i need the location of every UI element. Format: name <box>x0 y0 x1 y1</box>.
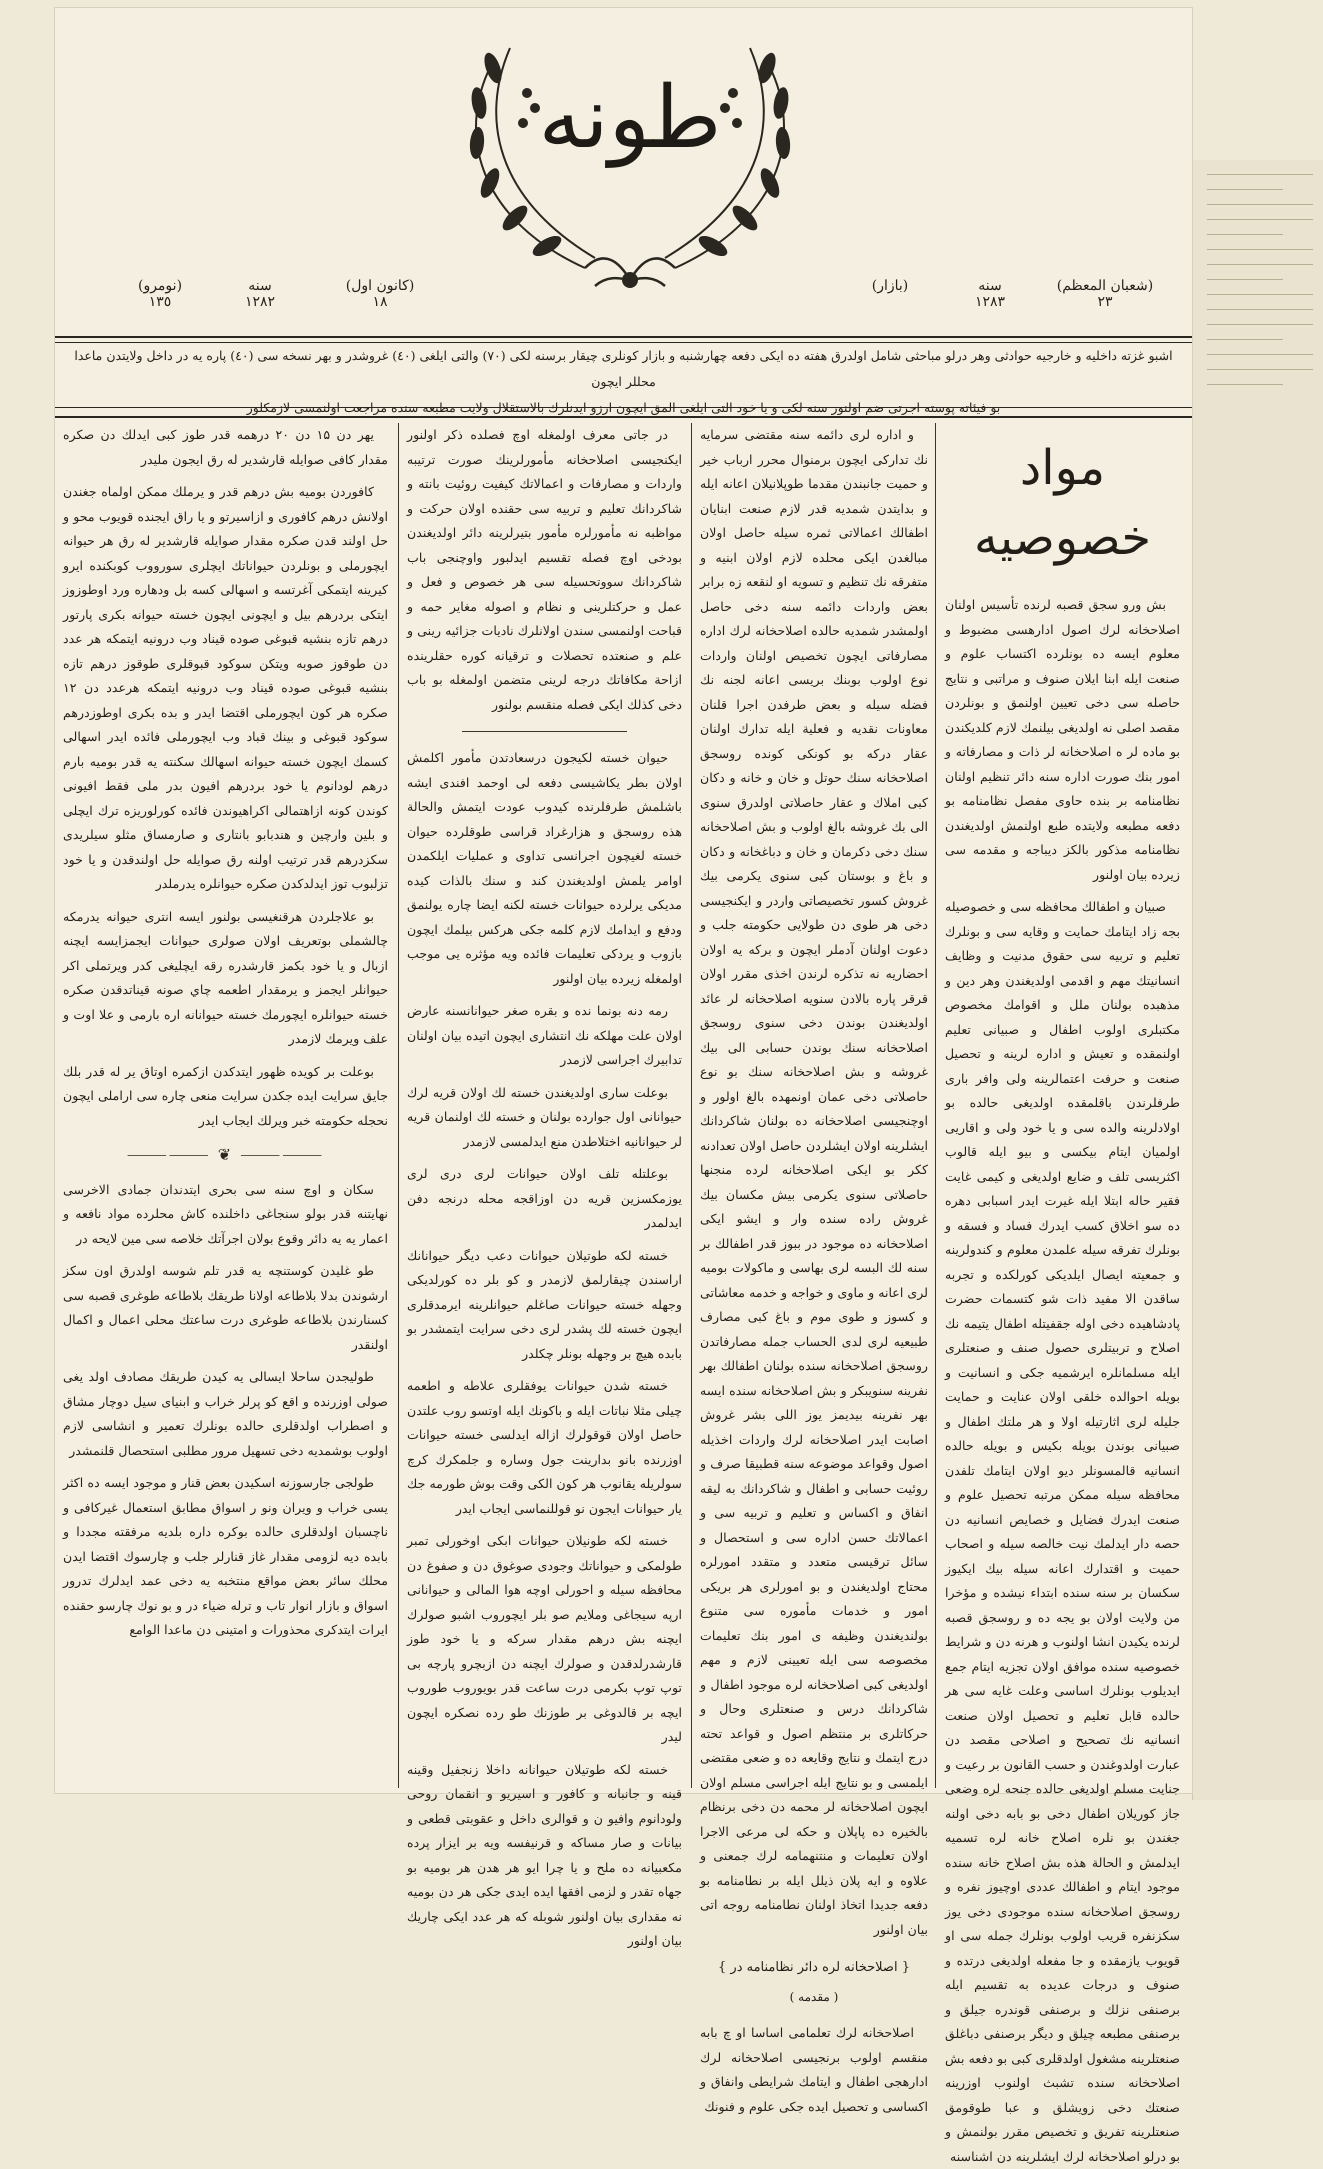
column-5 <box>944 423 1180 2164</box>
paragraph: بوعلت سارى اولديغندن خسته لك اولان قريه لرك حيوانانى اول جوارده بولنان و خسته لك اولنمان قريه لر حيوانانيه اختلاطدن منع ايدلمسى لازمدر <box>407 1084 682 1149</box>
newspaper-title: طونه <box>538 68 722 168</box>
paragraph: رمه دنه بونما نده و بقره صغر حيوانانسنه عارض اولان علت مهلكه نك انتشارى ايچون اتيده بيان اولنان تدابيرك اجراسى لازمدر <box>407 1003 682 1067</box>
newspaper-page <box>55 8 1192 2164</box>
article-heading: مواد خصوصيه <box>973 440 1152 566</box>
paragraph: حيوان خسته لكيجون درسعادتدن مأمور اكلمش اولان بطر يكاشيسى دفعه لى اوحمد افندى ايشه باشلمش طرفلرنده كيدوب عودت ايتمش والحالة هذه روسجق و هزارغراد قراسى طوقلرده حيوان خسته لغيچون اجرانسى تداوى و عمليات ايلكمدن اوامر يلمش اولديغندن كند و سنك بالذات كيده مديكى يرلرده حيوانات خسته لكنه ايضا چاره يولنمق ودفع و ايدامك لازم كلمه جكى هركس بيلمك ايچون بازوب و يردكى تعليمات فائده ويه مؤثره يى موجب اولمغله زيرده بيان اولنور <box>407 750 682 986</box>
column-divider <box>691 423 692 1788</box>
issue-number: (نومرو) ١٣٥ <box>137 278 183 310</box>
issue-month-right: (شعبان المعظم) ٢٣ <box>1056 278 1154 310</box>
column-divider <box>398 423 399 1788</box>
issue-year-right: سنه ١٢٨٣ <box>974 278 1006 310</box>
paragraph: بو علاجلردن هرقنغيسى بولنور ايسه انترى حيوانه يدرمكه چالشملى بوتعريف اولان صولرى حيوانات ايجمزايسه ايچنه ازبال و يا خود بكمز قارشدره رقه ايچليغى كدر ويرتملى اكر حيوانلر ايجمز و يرمقدار اطعمه چاي صونه قيناتدقدن صكره خسته حيوانلره ايچورمك خسته حيوانانه اره بارمى و علا اوت و علف ويرمك لازمدر <box>63 908 388 1046</box>
paragraph: يهر دن ۱۵ دن ۲۰ درهمه قدر طوز كبى ايدلك دن صكره مقدار كافى صوايله قارشدير له رق ايجون مليدر <box>63 427 388 467</box>
notice-line-1: اشبو غزته داخليه و خارجيه حوادثى وهر درلو مباحثى شامل اولدرق هفته ده ايكى دفعه چهارشنبه و بازار كونلرى چيقار برسنه لكى (٧٠) والتى ايلغى (٤٠) غروشدر و بهر نسخه سى (٤٠) پاره يه در داخل ولايتدن ماعدا محللر ايچون <box>74 348 1173 389</box>
column-4 <box>700 423 928 2114</box>
paragraph: و اداره لرى دائمه سنه مقتضى سرمايه نك تداركى ايچون برمنوال محرر ارباب خير و حميت جانبندن مقدما طوپلانيلان اعانه ايله و بدايتدن شمديه قدر لازم صنعت ابنايان اطفالك اعمالاتى ثمره سيله حاصل اولان مبالغدن ايكى محلده لازم اولان ابنيه و متفرقه نك تنظيم و تسويه او لنقعه زه برابر بعض واردات دائمه سنه دخى حاصل اولمشدر شمديه حالده اصلاحخانه لرك اداره مصارفاتى ايچون تخصيص اولنان واردات نوع اولوب بوبنك بريسى اعانه لجنه نك فضله سيله و بعض طرفدن اجرا قلنان معاونات نقديه و فعلية ايله تدارك اولنان عقار دركه بو كونكى كونده روسجق اصلاحخانه سنك حوتل و خان و خانه و دكان كبى املاك و عقار حاصلاتى اولدرق سنوى الى بك غروشه بالغ اولوب و بش اصلاحخانه سنك دخى دكرمان و خان و دباغخانه و دكان و باغ و بوستان كبى سنوى يكرمى بيك غروش كسور تخصيصاتى واردر و ايكنجيسى دخى هر طوى دن طولايى حكومته جلب و دعوت اولنان آدملر ايچون و بركه يه اولان احضاريه نه تذكره لرندن اخذى مقرر اولان قرقر پاره بالادن سنويه اصلاحخانه لر عائد اولديغندن بوندن دخى سنوى روسجق اصلاحخانه سنك بوندن حسابى الى بيك غروشه و بش اصلاحخانه سنك بو نوع حاصلاتى دخى عمان اونمهده بالغ اولور و اوچنجيسى اصلاحخانه ده بولنان شاكردانك ايشلرينه اولان ايشلردن حاصل اولان تعدادنه ككر بو ايكى اصلاحخانه لرده منجنها حاصلاتى سنوى يكرمى بيش مكسان بيك غروش راده سنده وار و ايشو ايكى اصلاحخانه ده موجود در ببوز قدر اطفالك بر سنه لك البسه لرى بهاسى و ماكولات بوميه لرى اعانه و ماوى و خواجه و خدمه معاشاتى و كسوز و طوى موم و باغ كبى مصارف طبيعيه لرى لدى الحساب جمله مصارفاتدن روسجق اصلاحخانه سنده بولنان اطفالك بهر نفرينه سنويبكر و بش اصلاحخانه سنده ايسه بهر نفرينه بيديمز يوز اللى بشر غروش اصابت ايدر اصلاحخانه لرك واردات اخذيله اصول وقواعد موضوعه سنه قطبيقا صرف و روئيت حسابى و اطفال و شاكردانك به ليقه انفاق و اكساس و تعليم و تربيه سى و اعمالاتك حسن اداره سى و استحصال و سائل ترقيسى متعدد و متقدد امورلره محتاج اولديغندن و بو امورلرى هر بريكى امور و خدمات مأموره سى متنوع بولنديغندن وظيفه ى امور بنك تعليمات مخصوصه سى ايله تعيينى لازم و مهم اولديغى كبى اصلاحخانه لره موجود اطفال و شاكردانك درس و صنعتلرى وحال و حركاتلرى بر منتظم اصول و قواعد تحته درج ايتمك و نتايج وقايعه ده و ضعى مقتضى ايلمسى و بو نتايج ايله اجراسى مسلم اولان ايچون اصلاحخانه لر محمه دن دخى برنظام بالخيره ده پاپلان و حكه لى مرعى الاجرا اولان تعليمات و منتنهمامه لرك جمعنى و علاوه و ايه پلان ذيلل ايله بر نطامنامه بو دفعه جديدا اتخاذ اولنان نطامنامه روجه اتى بيان اولنور <box>700 427 928 1937</box>
section-divider <box>462 731 627 732</box>
regulation-title: { اصلاحخانه لره دائر نظامنامه در } <box>718 1960 910 1975</box>
paragraph: اصلاحخانه لرك تعلمامى اساسا او چ بابه منقسم اولوب برنجيسى اصلاحخانه لرك ادارهجى اطفال و ايتامك شرايطى وانفاق و اكساسى و تحصيل ايده جكى علوم و فنونك <box>700 2025 928 2114</box>
paragraph: كافوردن بوميه بش درهم قدر و يرملك ممكن اولماه جغندن اولانش درهم كافورى و ازاسيرتو و يا راق ايجنده قويوب محو و حل اولند قدن صكره مقدار صوايله قارشدير له رق هر حيوانه ايچورملى و بونلردن حيواناتك ايچلرى سورووب كوبكنده ايرو كيرينه ايتمكى آغرتسه و اسهالى كسه بل ودهاره ورد اوطوزوز ايتكى بردرهم بيل و ايچونى ايچون خسته حيوانه بكرى پارتور درهم تازه بنشيه قبوغى صوده قيناد وب درونيه ايتمكه هر عدد دن طوقوز صوبه ويتكن سوكود قبوقلرى طوقوز درهم تازه بنشيه قبوغى صوده قيناد وب درونيه ايتمكه هرعدد دن ۱۲ صكره هر كون ايچورملى اقتضا ايدر و بده بكرى اوطوزدرهم سوكود قبوغى و بينك قباد وب ايچورملى فائده ايدر اسهالى كسمك ايچون خسته حيوانه اسهالك سكنته يه قدر بوميه بارم درهم لودانوم يا خود بردرهم افيون بدر ملى فقط افيونى كوندن كونه ازاهتمالى اكراهيوندن فائده كورلوريزه ترك ايچلى و بلين وارچين و هندبابو بانتارى و صارمساق مثلو سيلريدى سكزدرهم قدر ترتيب اولنه رق صوايله حل اولندقدن و يا خود تزلبوب توز ايدلدكدن صكره حيوانلره يدرملدر <box>63 484 388 891</box>
paragraph: بوعلت بر كويده ظهور ايتدكدن ازكمره اوتاق ير له قدر بلك جايق سرايت ايده جكدن سرايت منعى چاره سى اراملى ايچون نحجله حكومته خبر ويرلك ايجاب ايدر <box>63 1063 388 1128</box>
paragraph: طولجى جارسوزنه اسكيدن بعض قنار و موجود ايسه ده اكثر يسى خراب و ويران ونو ر اسواق مطابق استعمال غيركافى و ناچسبان اولدقلرى حالده بوكره داره بلديه مرفقته مجددا و بابده ديه لزومى مقدار غاز قنارلر جلب و چارسوك اقتضا ايدن محلك سائر بعض مواقع منتخبه يه دخى عمد ايدلرك تدرور اسواق و بازار انوار تاب و ترله ضياء در و بو نوك چارسو حقنده ايرات ايتدكرى محذورات و امتينى دن ماعدا الوامع <box>63 1475 388 1637</box>
issue-year-left: سنه ١٢٨٢ <box>244 278 276 310</box>
paragraph: خسته لكه طوتيلان حيوانانه داخلا زنجفيل وقينه قينه و جانبانه و كافور و اسيريو و انقمان روحى ولودانوم وافيو ن و قوالرى داخل و عقوبتى قطعى و بيانات و صار مساكه و قرنيفسه ويه بر ايزار پرده مكعبيانه ده ملح و يا چرا ايو هر هدن هر بوميه بو جهاه تقدر و لزمى افقها ايده ايدى جكى هر دن بوميه نه مقدارى بيان اولنور شوبله كه هر عدد ايكى چاريك بيان اولنور <box>407 1761 682 1948</box>
adjacent-page-edge <box>1192 160 1323 1800</box>
paragraph: خسته لكه طوتيلان حيوانات دعب دیگر حيوانانك اراسندن چيقارلمق لازمدر و كو بلر ده كورلديكى وجهله خسته حيوانات صاغلم حيوانلرينه ايرمدقلرى ايچون خسته لك پشدر لرى دخى سرايت ايتمشدر بو بابده هيچ بر وجهله بونلر چكلدر <box>407 1247 682 1361</box>
paragraph: در جاتى معرف اولمغله اوچ فصلده ذكر اولنور ايكنجيسى اصلاحخانه مأمورلرينك صورت ترتيبه واردات و مصارفات و اعمالاتك كيفيت روئيت بانته و شاكردانك تعليم و تربيه سى حقنده اولان حركت و مواظبه نه مأمورلره مأمور بتيرلرينه دائر اولديغندن بودخى اوچ فصله تقسيم ايدلبور واوچنجى باب شاكردانك سووتحسيله سى هر خصوص و فعل و عمل و حركتلرينى و نظام و اصوله مغاير حمه و قباحت اولنمسى سندن اولانلرك نادیات جزائيه رينى و علم و صنعتده تحصلات و ترقيانه كوره حقلرينده ازاحة مكافاتك درجه لرينى متضمن اولمغله بو باب دخى كذلك ايكى فصله منقسم بولنور <box>407 427 682 712</box>
issue-month-left: (كانون اول) ١٨ <box>345 278 415 310</box>
masthead <box>55 8 1192 338</box>
publication-notice <box>55 336 1192 418</box>
article-columns <box>55 423 1192 2164</box>
paragraph: خسته شدن حيوانات يوفقلرى علاطه و اطعمه چيلى مثلا نباتات ايله و باكونك ايله اوتسو روب علتدن حاصل اولان قوقولرك ازاله ايدلسى خسته حيوانات اوزرنده بانو بدارينت جول وساره و جلمكرك كرچ سولريله يقانوب هر كون الكى وقت بوش طورمه جك يار حيوانات ايجون نو قوللنماسى ايجاب ايدر <box>407 1378 682 1516</box>
ornament-divider: ⸻⸻ ❦ ⸻⸻ <box>126 1145 325 1164</box>
column-3 <box>407 423 682 1948</box>
paragraph: خسته لكه طونيلان حيوانات ابكى اوخورلى تمبر طولمكى و حيواناتك وجودى صوغوق دن و صفوغ دن محافظه سيله و احورلى اوچه هوا المالى و حيوانانى ارپه سيجاغى وملايم صو بلر ايچوروب اشبو صولرك ايچنه بش درهم مقدار سركه و يا خود طوز قارشدرلدقدن و صولرك ايچنه دن ازبچرو پارچه بى توپ توپ بكرمى درت ساعت قدر بويوروب طوروب ايچه بر قالدوغى بر طوزنك طو رده نصكره ايچون ليدر <box>407 1533 682 1744</box>
introduction-label: ( مقدمه ) <box>789 1989 839 2004</box>
paragraph: سكان و اوچ سنه سى بحرى ايتدندان جمادى الاخرسى نهايتنه قدر بولو سنجاغى داخلنده كاش محلرده مواد نافعه و اعمار يه يه دائر وقوع بولان اجرآتك خلاصه سى مين لايحه در <box>63 1181 388 1246</box>
paragraph: طو غليدن كوستنچه يه قدر تلم شوسه اولدرق اون سكز ارشوندن بدلا بلاطاعه اولانا طريقك بلاطاعه طوغرى قصبه سى كسنارندن بلاطاعه طوغرى درت ساعتك محلى اعمال و اكمال اولنقدر <box>63 1263 388 1352</box>
notice-line-2: بو فيئاته پوسته اجرتى ضم اولنور سنه لكى و يا خود التى ايلغى المق ايچون ارزو ايدنلرك بالاستقلال ولايت مطبعه سنده مراجعت اولنمسى لازمكلور <box>246 400 1001 415</box>
paragraph: بوعلتله تلف اولان حيوانات لرى درى لرى يوزمكسزين قريه دن اوزاقجه محله درنجه دفن ايدلمدر <box>407 1166 682 1230</box>
column-divider <box>935 423 936 1788</box>
issue-day: (بازار) <box>871 278 909 294</box>
column-2 <box>63 423 388 1788</box>
paragraph: بش ورو سجق قصبه لرنده تأسيس اولنان اصلاحخانه لرك اصول ادارهسى مضبوط و معلوم ايسه ده بونلرده اكتساب علوم و صنعت ايله ابنا ايلان صنوف و مراتبى و نتايج حاصله سى دخى تعيين اولنمق و بونلردن مقصد اصلى نه اولديغى بيلنمك لازم كلديكندن بو ماده لر ه اصلاحخانه لر ذات و مصارفاته و امور بنك صورت اداره سنه دائر تنظيم اولنان نظامنامه بر بنده حاوى مفصل نظامنامه بو دفعه مطبعه ولايتده طبع اولنمش اولديغندن نظامنامه مذكور بالكز ديباجه و مقدمه سى زيرده بيان اولنور <box>944 597 1180 882</box>
paragraph: صبيان و اطفالك محافظه سى و خصوصيله بجه زاد ايتامك حمايت و وقايه سى و بونلرك تعليم و تربيه سى حقوق مدنيت و وظايف انسانيتك مهم و اقدمى اولديغندن وهر دين و مذهبده بولنان ملل و اقوامك مخصوص مكتبلرى اولوب اطفال و صبيانى تعليم اولنمقده و تعيش و اداره لرينه و تحصيل صنعت و حرفت اعتمالرينه ولى وافر بارى طرفلرندن باقلمقده اولديغى حالده بو اولادلرينه والده سى و يا خود ولى و اقاريى اولميان ايتام بيكسى و بيو ايله قالوب اكثريسى تلف و ضايع اولديغى و كيمى غايت فقير حاله ابتلا ايله غيرت ايدر اسبابى دهره ده سو اخلاق كسب ايدرك فساد و فسقه و بونلرك تفرقه سيله علمدن معلوم و كندولرينه و جمعيته ايصال ايلديكى كورلكده و تجربه ساقدن الا مفيد ذات شو كتسمات حضرت پادشاهیده دخى اوله جقفيتله اطفال يتيمه نك اصلاح و تربيتلرى حصول صنف و صنعتلرى ايله مسلمانلره ايرشميه جكى و انسانيت و بويله احوالده خلقى اولان عنايت و حمايت جليله لرى اثارتيله اولا و هر ملتك اطفال و صبيانى بوندن بويله بكيس و بويله حالده انسانيه قالمسونلر ديو اولان ايتامك تلفدن محافظه سيله ممكن مرتبه تحصيل علوم و صنعت ايدرك فضايل و خصايص انسانيه دن حصه دار ايدلمك نيت خالصه سيله و اصحاب حميت و اقتدارك اعانه سيله بيك ايكيوز سكسان بر سنه سنده ابتداء نيشده و مؤخرا من ولايت اولان بو يجه ده و روسجق قصبه لرنده يكيدن انشا اولنوب و هرنه دن و شرايط خصوصيه سنده موافق اولان تجزيه ايتام جمع ايديلوب بونلرك اساسى وعلت غايه سى هر حالده قابل تعليم و تحصيل اولان صنعت انسانيه نك تصحيح و اصلاحى مقصد دن عبارت اولدوغندن و حسب القانون بر رعيت و جنايت مسلم اولديغى حالده جنحه لره وضعى جاز كوريلان اطفال دخى بو بابه دخى اولنه جغندن بو نلره اصلاح خانه لره تسميه ايدلمش و الحالة هذه بش اصلاح خانه سنده موجود ايتام و اطفالك عددى اوچيوز نفره و روسجق اصلاحخانه سنده موجودى دخى يوز سكزنفره قريب اولوب بونلرك جمله سى او قويوب يازمقده و جا مفعله اولديغى درتده و صنوف و درجات عديده به تقسيم ايله برصنفى نزلك و برصنفى قوندره جيلق و برصنفى مطبعه چيلق و ديگر برصنفى دباغلق صنعتلرينه مشغول اولدقلرى كبى بو دفعه بش اصلاحخانه سنده تشبث اولنوب اوزرينه صنعتك دخى زويشلق و عبا طوقومق صنعتلرينه تفريق و تخصيص مقرر بولنمش و بو درلو اصلاحخانه لرك ايشلرينه دن اشناسنه <box>945 899 1180 2164</box>
paragraph: طوليجدن ساحلا ايسالى يه كيدن طريقك مصادف اولد يغى صولى اوزرنده و اقع كو پرلر خراب و ابنياى سيل دوچار مشاق و اصطراب اولدقلرى حالده بونلرك تعمير و انشاسى لازم اولوب بوشمديه دخى تسهيل مرور مطلبى استحصال قلنمشدر <box>63 1369 388 1458</box>
